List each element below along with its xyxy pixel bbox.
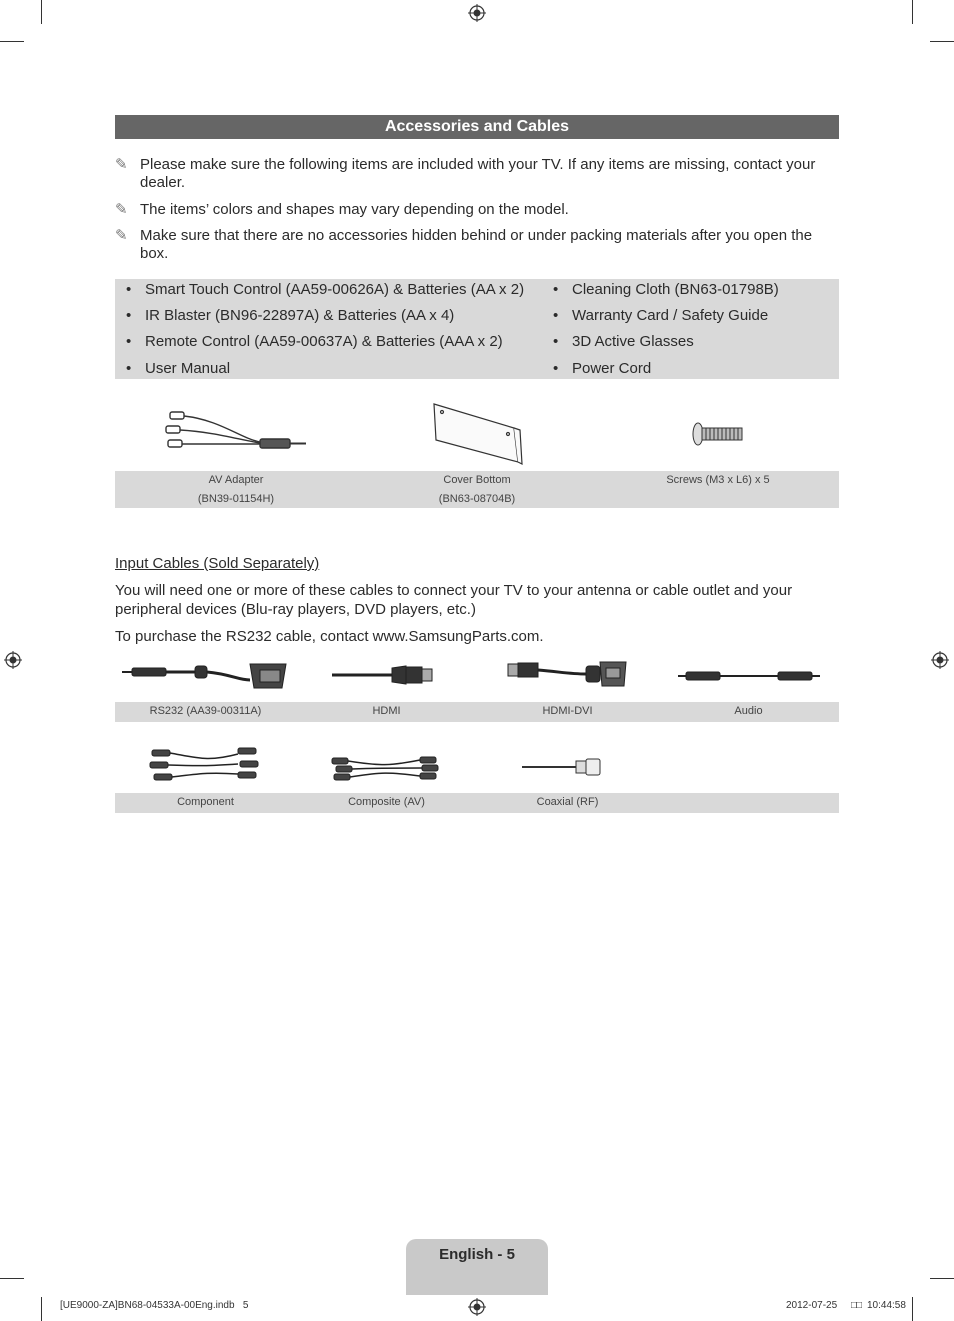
av-adapter-icon <box>160 408 310 458</box>
footer-time: 10:44:58 <box>867 1300 906 1311</box>
cable-caption-hdmi: HDMI <box>372 705 401 717</box>
part-caption: Screws (M3 x L6) x 5 <box>666 474 770 486</box>
note-text: The items’ colors and shapes may vary depending on the model. <box>140 201 569 218</box>
footer-file-info: [UE9000-ZA]BN68-04533A-00Eng.indb 5 <box>60 1300 249 1311</box>
note-text: Please make sure the following items are included with your TV. If any items are missing, contact your dealer. <box>140 156 816 191</box>
crop-mark <box>930 1278 954 1279</box>
registration-mark-icon <box>468 1298 486 1316</box>
coaxial-cable-icon <box>522 756 604 778</box>
registration-mark-icon <box>4 651 22 669</box>
page-number-tab: English - 5 <box>406 1239 548 1295</box>
note-text: Make sure that there are no accessories hidden behind or under packing materials after you open the box. <box>140 227 813 262</box>
crop-mark <box>0 1278 24 1279</box>
footer-date: 2012-07-25 <box>786 1300 838 1311</box>
parts-caption-row <box>115 471 839 508</box>
part-caption: AV Adapter (BN39-01154H) <box>197 474 275 505</box>
screw-icon <box>690 420 746 448</box>
part-caption: Cover Bottom (BN63-08704B) <box>438 474 516 505</box>
cable-caption-component: Component <box>177 796 234 808</box>
cover-bottom-icon <box>430 400 525 466</box>
hdmi-cable-icon <box>332 662 436 688</box>
cables-caption-row-1 <box>115 702 839 722</box>
audio-cable-icon <box>678 668 820 684</box>
purchase-note: To purchase the RS232 cable, contact www.SamsungParts.com. <box>115 628 544 645</box>
crop-mark <box>41 0 42 24</box>
note <box>115 201 840 219</box>
crop-mark <box>912 1297 913 1321</box>
cables-caption-row-2 <box>115 793 839 813</box>
rs232-cable-icon <box>120 658 292 692</box>
cable-caption-coaxial: Coaxial (RF) <box>536 796 599 808</box>
hdmi-dvi-cable-icon <box>506 658 628 690</box>
section-title: Accessories and Cables <box>115 115 839 139</box>
crop-mark <box>0 41 24 42</box>
input-cables-heading: Input Cables (Sold Separately) <box>115 555 320 572</box>
composite-cable-icon <box>330 752 442 782</box>
crop-mark <box>41 1297 42 1321</box>
accessories-list: • Smart Touch Control (AA59-00626A) & Batteries (AA x 2) • IR Blaster (BN96-22897A) & Batteries (AA x 4) • Remote Control (AA59-00637A) & Batteries (AAA x 2) • User Manual • Cleaning Cloth (BN63-01798B) • Warranty Card / Safety Guide • 3D Active Glasses • Power Cord <box>115 279 839 379</box>
pencil-note-icon: ✎ <box>115 227 128 244</box>
pencil-note-icon: ✎ <box>115 156 128 173</box>
cable-caption-hdmi-dvi: HDMI-DVI <box>542 705 593 717</box>
registration-mark-icon <box>931 651 949 669</box>
registration-mark-icon <box>468 4 486 22</box>
cable-caption-audio: Audio <box>734 705 763 717</box>
input-cables-description: You will need one or more of these cables to connect your TV to your antenna or cable outlet and your peripheral devices (Blu-ray players, DVD players, etc.) <box>115 582 793 618</box>
note <box>115 156 840 192</box>
note <box>115 227 840 263</box>
cable-caption-rs232: RS232 (AA39-00311A) <box>149 705 262 717</box>
crop-mark <box>930 41 954 42</box>
crop-mark <box>912 0 913 24</box>
cable-caption-composite: Composite (AV) <box>348 796 425 808</box>
footer-missing-glyphs: □□ <box>851 1300 862 1311</box>
component-cable-icon <box>148 744 262 786</box>
pencil-note-icon: ✎ <box>115 201 128 218</box>
